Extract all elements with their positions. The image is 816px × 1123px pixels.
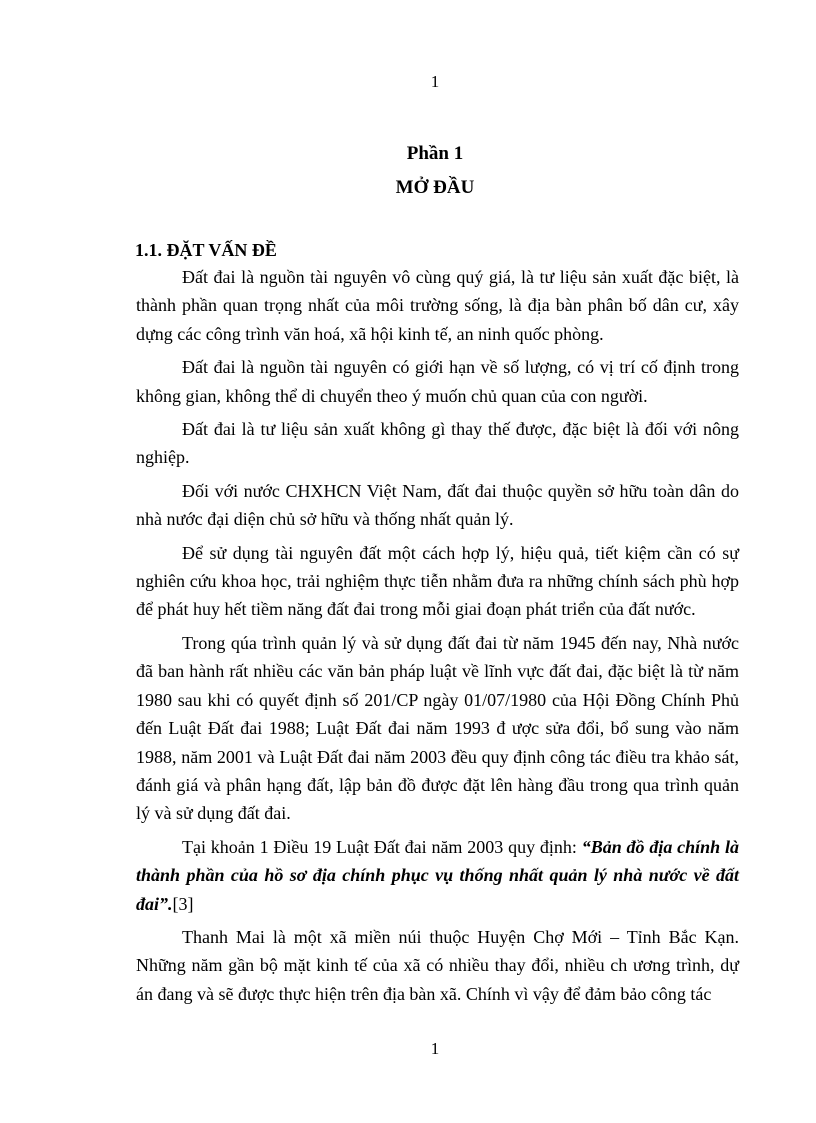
paragraph: Đất đai là nguồn tài nguyên có giới hạn về số lượng, có vị trí cố định trong không gian, không thể di chuyển theo ý muốn chủ quan của con người. xyxy=(136,357,739,406)
header-page-number: 1 xyxy=(430,72,440,91)
paragraph: Để sử dụng tài nguyên đất một cách hợp lý, hiệu quả, tiết kiệm cần có sự nghiên cứu khoa học, trải nghiệm thực tiễn nhằm đưa ra những chính sách phù hợp để phát huy hết tiềm năng đất đai trong mỗi giai đoạn phát triển của đất nước. xyxy=(136,542,739,620)
part-subtitle: MỞ ĐẦU xyxy=(395,177,475,198)
part-title: Phần 1 xyxy=(406,143,464,164)
paragraph: Đất đai là nguồn tài nguyên vô cùng quý giá, là tư liệu sản xuất đặc biệt, là thành phần quan trọng nhất của môi trường sống, là địa bàn phân bố dân cư, xây dựng các công trình văn hoá, xã hội kinh tế, an ninh quốc phòng. xyxy=(136,267,739,344)
section-heading: 1.1. ĐẶT VẤN ĐỀ xyxy=(135,240,277,260)
citation-lead: Tại khoản 1 Điều 19 Luật Đất đai năm 2003 quy định: xyxy=(182,836,582,857)
citation-paragraph xyxy=(136,833,739,918)
paragraph: Đối với nước CHXHCN Việt Nam, đất đai thuộc quyền sở hữu toàn dân do nhà nước đại diện chủ sở hữu và thống nhất quản lý. xyxy=(136,480,739,530)
footer-page-number: 1 xyxy=(430,1039,440,1058)
citation-reference: [3] xyxy=(172,893,194,914)
paragraph: Trong qúa trình quản lý và sử dụng đất đai từ năm 1945 đến nay, Nhà nước đã ban hành rất nhiều các văn bản pháp luật về lĩnh vực đất đai, đặc biệt là từ năm 1980 sau khi có quyết định số 201/CP ngày 01/07/1980 của Hội Đồng Chính Phủ đến Luật Đất đai 1988; Luật Đất đai năm 1993 đ ược sửa đổi, bổ sung vào năm 1988, năm 2001 và Luật Đất đai năm 2003 đều quy định công tác điều tra khảo sát, đánh giá và phân hạng đất, lập bản đồ được đặt lên hàng đầu trong qua trình quản lý và sử dụng đất đai. xyxy=(136,632,739,824)
citation-quote: “Bản đồ địa chính là thành phần của hồ sơ địa chính phục vụ thống nhất quản lý nhà nước về đất đai”. xyxy=(136,836,740,914)
body-text xyxy=(136,263,739,1013)
paragraph: Đất đai là tư liệu sản xuất không gì thay thế được, đặc biệt là đối với nông nghiệp. xyxy=(136,419,739,468)
paragraph: Thanh Mai là một xã miền núi thuộc Huyện Chợ Mới – Tỉnh Bắc Kạn. Những năm gần bộ mặt kinh tế của xã có nhiều thay đổi, nhiều ch ương trình, dự án đang và sẽ được thực hiện trên địa bàn xã. Chính vì vậy để đảm bảo công tác xyxy=(136,926,739,1004)
